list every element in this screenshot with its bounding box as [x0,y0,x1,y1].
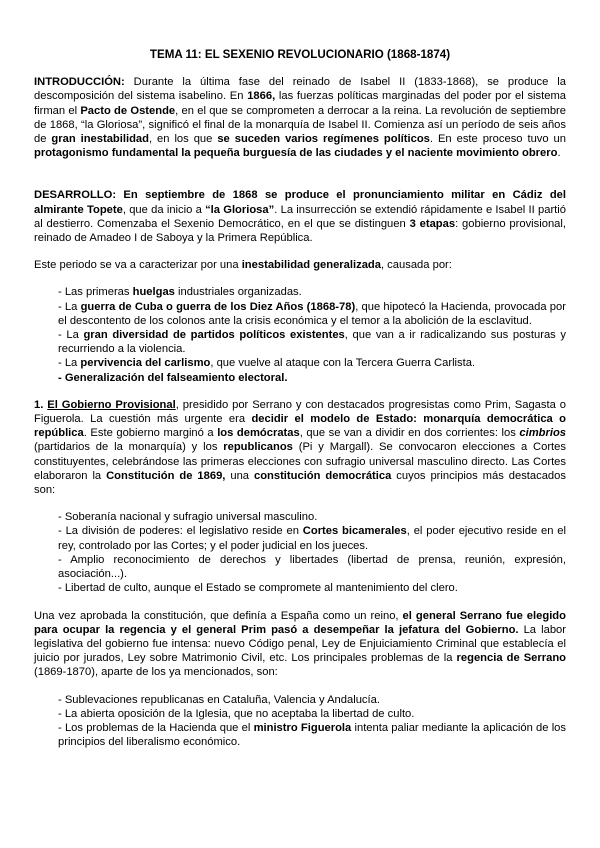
gobierno-paragraph [34,398,566,497]
intro-emphasis: se suceden varios regímenes políticos [217,133,430,146]
intro-text: , en los que [148,133,218,146]
list-item [58,371,566,385]
aprobada-paragraph [34,609,566,680]
desarrollo-text: , que da inicio a [122,203,206,216]
gobierno-text: . Este gobierno marginó a [83,427,218,440]
gobierno-emphasis: constitución democrática [253,469,392,482]
periodo-emphasis: inestabilidad generalizada [241,259,381,272]
list-text: - La división de poderes: el legislativo reside en [58,525,303,538]
intro-heading: INTRODUCCIÓN: [34,76,125,89]
intro-text: . [557,147,561,160]
aprobada-emphasis: regencia de Serrano [456,652,566,665]
list-text: - La [58,357,81,370]
list-item [58,328,566,356]
intro-text: Durante la última fase del reinado de Isabel II (1833-1868), se produce la descomposición del sistema isabelino. En [34,76,566,103]
list-item [58,285,566,299]
list-item [58,510,566,524]
document-title: TEMA 11: EL SEXENIO REVOLUCIONARIO (1868-1874) [149,48,451,61]
periodo-text: Este periodo se va a caracterizar por una [34,259,242,272]
gobierno-emphasis: Constitución de 1869, [106,469,226,482]
list-item [58,581,566,595]
intro-text: las fuerzas políticas marginadas del poder por el sistema firman el [34,90,566,117]
section-number: 1. [34,398,48,411]
gobierno-emphasis: republicanos [223,441,293,454]
aprobada-text: La labor legislativa del gobierno fue intensa: nuevo Código penal, Ley de Enjuiciamiento Criminal que establecía el juicio por jurados, Ley sobre Matrimonio Civil, etc. Los principales problemas de la [34,623,566,665]
aprobada-text: Una vez aprobada la constitución, que definía a España como un reino, [34,609,403,622]
list-item [58,707,566,721]
list-text: - Sublevaciones republicanas en Cataluña, Valencia y Andalucía. [58,693,380,706]
list-text: , el poder ejecutivo reside en el rey, controlado por las Cortes; y el poder judicial en los jueces. [58,525,566,552]
causas-list [34,285,566,384]
intro-emphasis: gran inestabilidad [51,133,149,146]
desarrollo-heading: DESARROLLO: En septiembre de 1868 se produce el pronunciamiento militar en Cádiz del almirante Topete [34,189,566,216]
gobierno-emphasis: decidir el modelo de Estado: monarquía democrática o república [34,413,566,440]
list-item [58,721,566,749]
gobierno-text: , presidido por Serrano y con destacados progresistas como Prim, Sagasta o Figuerola. La cuestión más urgente era [34,398,566,426]
desarrollo-paragraph [34,188,566,245]
list-item [58,524,566,552]
intro-emphasis: protagonismo fundamental la pequeña burguesía de las ciudades y el naciente movimiento obrero [34,147,558,160]
aprobada-text: (1869-1870), aparte de los ya mencionados, son: [34,666,278,679]
aprobada-emphasis: el general Serrano fue elegido para ocupar la regencia y el general Prim pasó a desempeñar la jefatura del Gobierno. [34,609,566,636]
periodo-paragraph [34,258,566,272]
list-text: - Las primeras [58,286,133,299]
list-item [58,356,566,370]
intro-emphasis: Pacto de Ostende [80,104,176,117]
list-emphasis: - Generalización del falseamiento electoral. [58,371,288,384]
list-text: - Los problemas de la Hacienda que el [58,721,254,734]
list-text: , que van a ir radicalizando sus posturas y recurriendo a la violencia. [58,329,566,356]
intro-emphasis: 1866, [247,90,276,103]
section-heading: El Gobierno Provisional [47,398,176,411]
gobierno-text: , que se van a dividir en dos corrientes: los [299,427,520,440]
gobierno-text: (partidarios de la monarquía) y los [34,441,224,454]
gobierno-text: una [225,469,254,482]
desarrollo-text: : gobierno provisional, reinado de Amadeo I de Saboya y la Primera República. [34,217,566,245]
list-text: - Libertad de culto, aunque el Estado se compromete al mantenimiento del clero. [58,582,458,595]
list-item [58,553,566,581]
list-emphasis: pervivencia del carlismo [80,357,211,370]
list-emphasis: gran diversidad de partidos políticos existentes [83,329,345,342]
gobierno-emphasis: los demócratas [217,427,300,440]
list-emphasis: ministro Figuerola [253,721,352,734]
intro-text: . En este proceso tuvo un [429,133,567,146]
intro-paragraph [34,75,566,160]
list-text: , que vuelve al ataque con la Tercera Guerra Carlista. [210,357,476,370]
list-text: - Soberanía nacional y sufragio universal masculino. [58,511,318,524]
list-text: intenta paliar mediante la aplicación de los principios del liberalismo económico. [58,721,566,749]
list-emphasis: guerra de Cuba o guerra de los Diez Años (1868-78) [80,300,356,313]
list-text: industriales organizadas. [174,286,302,299]
desarrollo-text: . La insurrección se extendió rápidamente e Isabel II partió al destierro. Comenzaba el Sexenio Democrático, en el que se distinguen [34,203,566,230]
desarrollo-emphasis: 3 etapas [409,217,456,230]
list-item [58,693,566,707]
gobierno-text: cuyos principios más destacados son: [34,469,566,497]
list-text: - Amplio reconocimiento de derechos y libertades (libertad de prensa, reunión, expresión, asociación...). [58,553,566,581]
list-item [58,300,566,328]
desarrollo-emphasis: “la Gloriosa” [205,203,275,216]
periodo-text: , causada por: [380,259,452,272]
list-emphasis: Cortes bicamerales [302,525,407,538]
gobierno-emphasis: cimbrios [519,427,567,440]
problemas-list [34,693,566,750]
list-text: - La abierta oposición de la Iglesia, que no aceptaba la libertad de culto. [58,707,415,720]
list-emphasis: huelgas [132,286,175,299]
list-text: , que hipotecó la Hacienda, provocada por el descontento de los colonos ante la crisis económica y el temor a la abolición de la esclavitud. [58,300,566,327]
intro-text: , en el que se comprometen a derrocar a la reina. La revolución de septiembre de 1868, “la Gloriosa”, significó el final de la monarquía de Isabel II. Comienza así un período de seis años de [34,104,566,146]
list-text: - La [58,300,81,313]
gobierno-text: (Pi y Margall). Se convocaron elecciones a Cortes constituyentes, celebrándose las primeras elecciones con sufragio universal masculino directo. Las Cortes elaboraron la [34,441,566,482]
principios-list [34,510,566,595]
list-text: - La [58,329,84,342]
